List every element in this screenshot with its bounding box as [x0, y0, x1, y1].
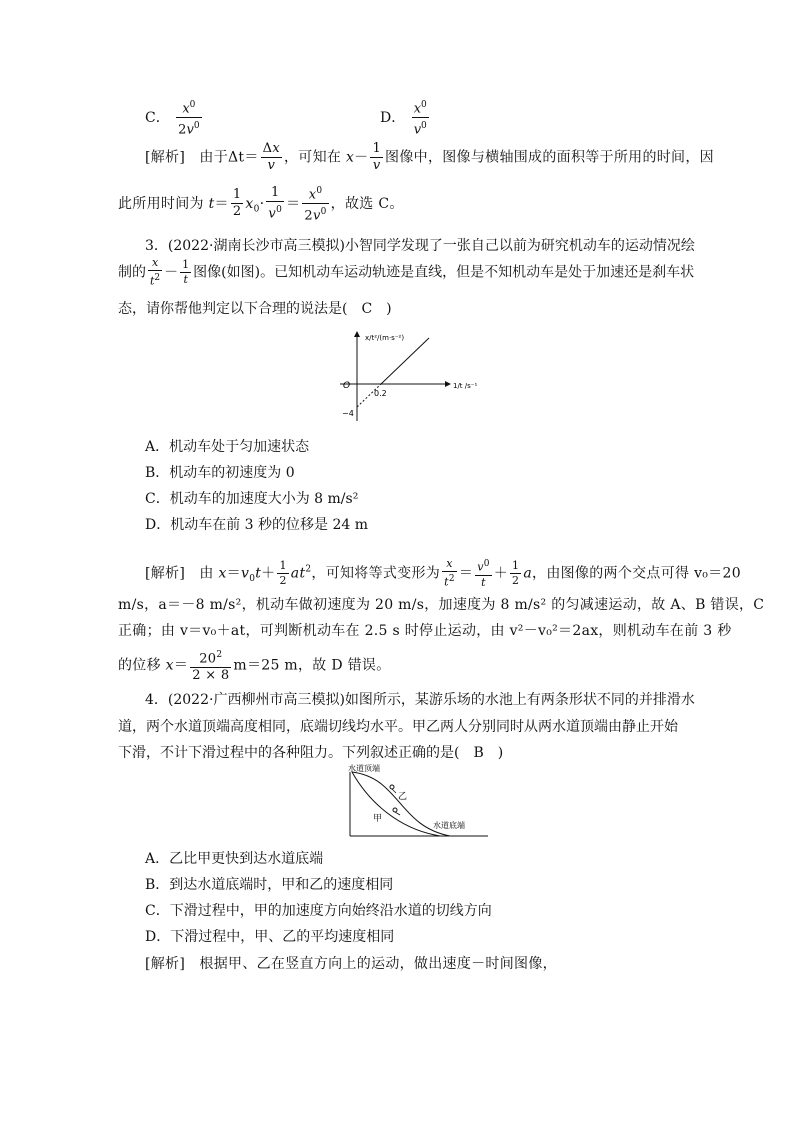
q4-option-d: D．下滑过程中，甲、乙的平均速度相同 [145, 929, 395, 945]
q2-option-c: C． $\frac{x^0}{2v^0}$ [145, 100, 200, 138]
q4-figure-slide-jia [352, 772, 440, 836]
q4-figure [340, 764, 490, 842]
q3-stem-line-1: 3．(2022·湖南长沙市高三模拟)小智同学发现了一张自己以前为研究机动车的运动情况绘 [145, 238, 695, 254]
q4-figure-label-yi: 乙 [398, 792, 408, 802]
q2-analysis-line-2: 此所用时间为 t＝ $\frac{1}{2}$ $x_0\cdot$ $\frac{1}{v^0}$ ＝ $\frac{x^0}{2v^0}$ ，故选 C。 [118, 185, 404, 224]
q3-analysis-line-2: m/s，a＝－8 m/s²，机动车做初速度为 20 m/s，加速度为 8 m/s² 的匀减速运动，故 A、B 错误，C [118, 597, 765, 613]
q3-option-c: C．机动车的加速度大小为 8 m/s² [145, 491, 359, 507]
q3-option-b: B．机动车的初速度为 0 [145, 465, 295, 481]
q4-stem-line-1: 4．(2022·广西柳州市高三模拟)如图所示，某游乐场的水池上有两条形状不同的并排滑水 [145, 692, 695, 708]
q3-graph-y-label: x/t²/(m·s⁻²) [365, 334, 405, 342]
q2-option-d-fraction: $\frac{x^0}{v^0}$ [413, 100, 427, 138]
q3-analysis-line-1: [解析] 由 $x=v_0t+$ $\frac{1}{2}$ $at^2$，可知将等式变形为 $\frac{x}{t^2}$ ＝ $\frac{v^0}{t}$ ＋ $\frac{1}{2}$ a，由图像的两个交点可得 v₀＝20 [145, 557, 741, 589]
q4-figure-person-yi [390, 785, 394, 789]
q3-option-d: D．机动车在前 3 秒的位移是 24 m [145, 517, 369, 533]
q4-option-a: A．乙比甲更快到达水道底端 [145, 851, 324, 867]
q3-stem-line-2: 制的 $\frac{x}{t^2}$ － $\frac{1}{t}$ 图像(如图)。已知机动车运动轨迹是直线，但是不知机动车是处于加速还是刹车状 [118, 256, 695, 288]
q4-option-c: C．下滑过程中，甲的加速度方向始终沿水道的切线方向 [145, 903, 492, 919]
q2-analysis-tag: [解析] [145, 149, 186, 166]
q4-analysis: [解析] 根据甲、乙在竖直方向上的运动，做出速度－时间图像， [145, 956, 557, 972]
q3-graph [310, 326, 490, 426]
q3-analysis-line-4: 的位移 x＝ $\frac{20^2}{2 \times 8}$ m＝25 m，故 D 错误。 [118, 650, 391, 684]
q4-stem-line-2: 道，两个水道顶端高度相同，底端切线均水平。甲乙两人分别同时从两水道顶端由静止开始 [118, 719, 678, 735]
q3-stem-line-3: 态，请你帮他判定以下合理的说法是( C ) [118, 301, 392, 317]
q3-analysis-tag: [解析] [145, 565, 186, 582]
q3-graph-line-solid [381, 338, 429, 384]
q3-graph-y-intercept: −4 [342, 409, 354, 418]
q3-graph-origin: O [343, 381, 351, 391]
q4-figure-label-jia: 甲 [373, 814, 383, 824]
q4-option-b: B．到达水道底端时，甲和乙的速度相同 [145, 877, 394, 893]
q2-analysis-line-1: [解析] 由于Δt＝ $\frac{\Delta x}{v}$ ，可知在 x－ $\frac{1}{v}$ 图像中，图像与横轴围成的面积等于所用的时间，因 [145, 141, 714, 173]
q3-analysis-line-3: 正确；由 v＝v₀＋at，可判断机动车在 2.5 s 时停止运动，由 v²－v₀²＝2ax，则机动车在前 3 秒 [118, 623, 732, 639]
q2-option-c-fraction: $\frac{x^0}{2v^0}$ [178, 100, 200, 138]
q4-figure-person-jia [393, 808, 397, 812]
q3-graph-x-intercept: 0.2 [374, 389, 387, 398]
q4-figure-top-label: 水道顶端 [348, 764, 380, 773]
q3-graph-x-label: 1/t /s⁻¹ [453, 382, 478, 390]
q4-stem-line-3: 下滑，不计下滑过程中的各种阻力。下列叙述正确的是( B ) [118, 745, 504, 761]
q3-option-a: A．机动车处于匀加速状态 [145, 439, 310, 455]
q4-figure-bottom-label: 水道底端 [433, 821, 465, 830]
q2-option-d: D． $\frac{x^0}{v^0}$ [380, 100, 427, 138]
